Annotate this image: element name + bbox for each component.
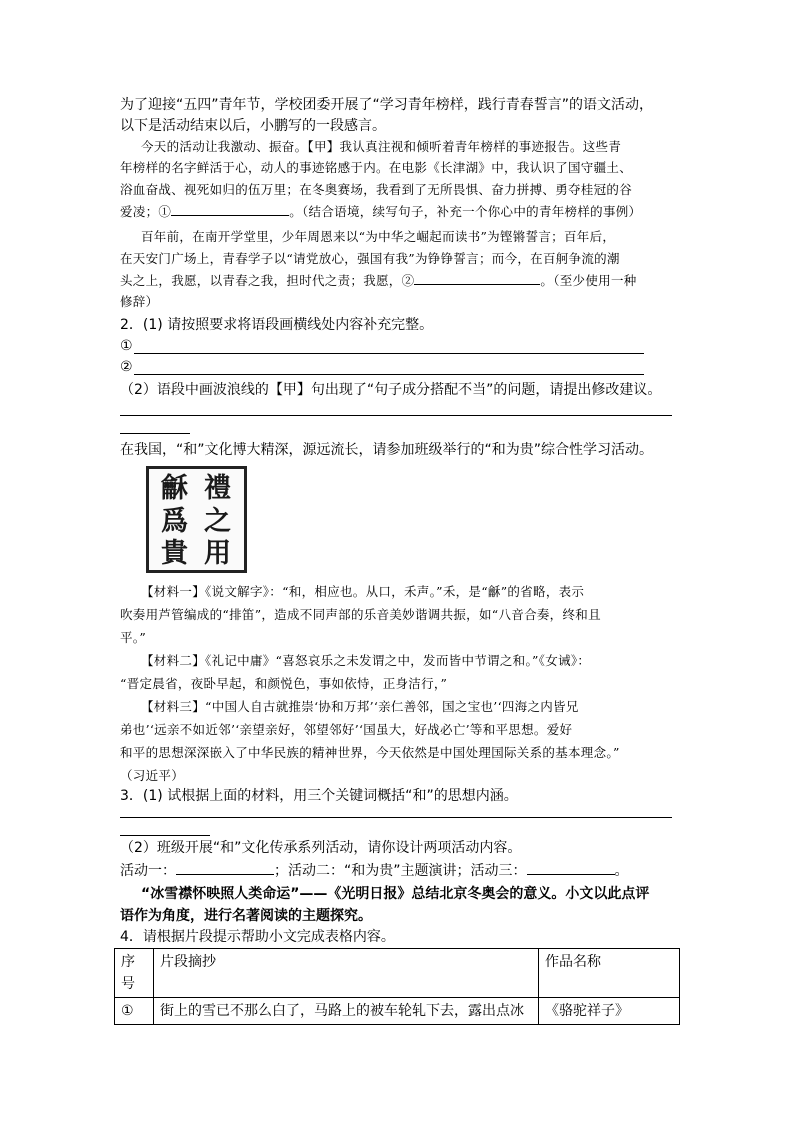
- passage-p2-line1: 百年前，在南开学堂里，少年周恩来以“为中华之崛起而读书”为铿锵誓言；百年后，: [141, 229, 616, 244]
- seal-char-5: 爲: [161, 506, 188, 537]
- q3-part1: 3．(1) 试根据上面的材料，用三个关键词概括“和”的思想内涵。: [120, 788, 518, 804]
- material-3-line2: 弟也’‘远亲不如近邻’‘亲望亲好，邻望邻好’‘国虽大，好战必亡’等和平思想。爱好: [120, 722, 573, 737]
- activity-2-3-label: ；活动二：“和为贵”主题演讲；活动三：: [274, 863, 527, 879]
- section2-intro: 在我国，“和”文化博大精深，源远流长，请参加班级举行的“和为贵”综合性学习活动。: [120, 442, 654, 458]
- row-work: 《骆驼祥子》: [539, 998, 680, 1025]
- seal-char-3: 用: [204, 538, 231, 569]
- activity-1-label: 活动一：: [120, 863, 176, 879]
- material-3-line4: （习近平）: [120, 768, 185, 783]
- section3-line1: “冰雪襟怀映照人类命运”——《光明日报》总结北京冬奥会的意义。小文以此点评: [141, 886, 650, 902]
- seal-char-4: 龢: [161, 473, 188, 504]
- material-3-line1: 【材料三】“中国人自古就推崇‘协和万邦’‘亲仁善邻，国之宝也’‘四海之内皆兄: [141, 699, 579, 714]
- material-1-line3: 平。”: [120, 630, 147, 645]
- row-excerpt: 街上的雪已不那么白了，马路上的被车轮轧下去，露出点冰: [154, 998, 539, 1025]
- material-2-line2: “晋定晨省，夜卧早起，和颜悦色，事如依恃，正身洁行，”: [120, 676, 448, 691]
- calligraphy-seal-image: [146, 466, 247, 573]
- passage-p1-line4-end: 。（结合语境，续写句子，补充一个你心中的青年榜样的事例）: [289, 204, 642, 219]
- seal-char-6: 貴: [161, 538, 188, 569]
- seal-char-2: 之: [204, 506, 231, 537]
- section3-line2: 语作为角度，进行名著阅读的主题探究。: [120, 908, 372, 924]
- table-header-row: [115, 949, 680, 998]
- q2-blank2-line[interactable]: [134, 374, 644, 375]
- passage-p2-line4: 修辞）: [120, 294, 159, 309]
- table-row: [115, 998, 680, 1025]
- passage-p1-line2: 年榜样的名字鲜活于心，动人的事迹铭感于内。在电影《长津湖》中，我认识了国守疆土、: [120, 160, 633, 175]
- material-2-line1: 【材料二】《礼记中庸》“喜怒哀乐之未发谓之中，发而皆中节谓之和。”《女诫》：: [141, 653, 591, 668]
- activity-end: 。: [614, 863, 629, 879]
- passage-p1-line4-start: 爱凌；①: [120, 204, 172, 219]
- passage-p1-line4: [120, 202, 641, 222]
- header-work: 作品名称: [539, 949, 680, 998]
- blank-1-underline[interactable]: [171, 202, 289, 216]
- q3-activities: [120, 861, 629, 881]
- q2-blank2-label: ②: [120, 359, 133, 375]
- passage-p1-line3: 浴血奋战、视死如归的伍万里；在冬奥赛场，我看到了无所畏惧、奋力拼搏、勇夺桂冠的谷: [120, 182, 633, 197]
- q2-part1: 2．(1) 请按照要求将语段画横线处内容补充完整。: [120, 317, 434, 333]
- passage-p2-line3-start: 头之上，我愿，以青春之我，担时代之责；我愿，②: [120, 273, 415, 288]
- reading-table: [114, 948, 680, 1025]
- row-number: ①: [115, 998, 154, 1025]
- q2-part2: （2）语段中画波浪线的【甲】句出现了“句子成分搭配不当”的问题，请提出修改建议。: [120, 382, 662, 398]
- material-1-line2: 吹奏用芦管编成的“排笛”，造成不同声部的乐音美妙谐调共振，如“八音合奏，终和且: [120, 607, 601, 622]
- intro-line-1: 为了迎接“五四”青年节，学校团委开展了“学习青年榜样，践行青春誓言”的语文活动，: [120, 97, 654, 113]
- activity-1-blank[interactable]: [176, 861, 274, 875]
- q3-answer-line-end[interactable]: [120, 835, 210, 836]
- q2-answer-line-end[interactable]: [120, 433, 190, 434]
- header-number: 序号: [115, 949, 154, 998]
- q2-blank1-line[interactable]: [134, 353, 644, 354]
- passage-p2-line3: [120, 271, 637, 291]
- q3-part2: （2）班级开展“和”文化传承系列活动，请你设计两项活动内容。: [120, 840, 522, 856]
- passage-p2-line3-end: 。（至少使用一种: [540, 273, 637, 288]
- blank-2-underline[interactable]: [414, 271, 540, 285]
- passage-p1-line1: 今天的活动让我激动、振奋。【甲】我认真注视和倾听着青年榜样的事迹报告。这些青: [141, 139, 622, 154]
- material-3-line3: 和平的思想深深嵌入了中华民族的精神世界，今天依然是中国处理国际关系的基本理念。”: [120, 745, 620, 760]
- q2-blank1-label: ①: [120, 338, 133, 354]
- intro-line-2: 以下是活动结束以后，小鹏写的一段感言。: [120, 118, 386, 134]
- q3-answer-line[interactable]: [120, 817, 672, 818]
- passage-p2-line2: 在天安门广场上，青春学子以“请党放心，强国有我”为铮铮誓言；而今，在百舸争流的潮: [120, 251, 620, 266]
- material-1-line1: 【材料一】《说文解字》：“和，相应也。从口，禾声。”禾，是“龢”的省略，表示: [141, 584, 585, 599]
- activity-3-blank[interactable]: [527, 861, 615, 875]
- seal-char-1: 禮: [204, 473, 231, 504]
- header-excerpt: 片段摘抄: [154, 949, 539, 998]
- q2-answer-line[interactable]: [120, 415, 672, 416]
- q4-prompt: 4．请根据片段提示帮助小文完成表格内容。: [120, 929, 395, 945]
